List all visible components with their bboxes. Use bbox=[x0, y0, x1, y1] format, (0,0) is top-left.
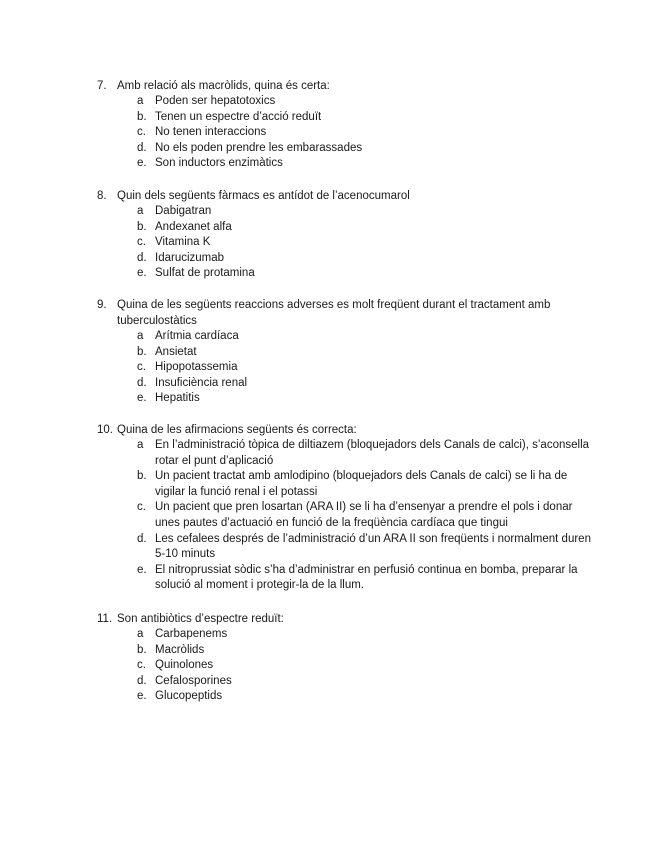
option-text: El nitroprussiat sòdic s’ha d’administrar en perfusió continua en bomba, preparar la solució al moment i protegir-la de la llum. bbox=[155, 563, 578, 592]
option-text: Carbapenems bbox=[155, 628, 228, 640]
question-number: 11. bbox=[97, 613, 113, 625]
question-stem bbox=[97, 297, 597, 329]
question-number: 10. bbox=[97, 424, 113, 436]
option-letter: d. bbox=[137, 532, 147, 545]
option-letter: a bbox=[137, 628, 144, 640]
option-text: Hipopotassemia bbox=[155, 361, 238, 374]
option-e bbox=[97, 266, 597, 282]
option-text: Tenen un espectre d’acció reduït bbox=[155, 110, 322, 123]
option-letter: a bbox=[137, 330, 144, 342]
option-e bbox=[97, 563, 597, 594]
option-text: Macròlids bbox=[155, 643, 205, 656]
option-c bbox=[97, 500, 597, 531]
option-a bbox=[97, 204, 597, 220]
option-letter: e. bbox=[137, 690, 147, 703]
option-a bbox=[97, 329, 597, 345]
question-stem bbox=[97, 422, 597, 438]
option-letter: d. bbox=[137, 674, 147, 687]
question-8 bbox=[97, 188, 597, 282]
option-b bbox=[97, 345, 597, 361]
option-d bbox=[97, 674, 597, 690]
option-d bbox=[97, 376, 597, 392]
question-text: Quina de les afirmacions següents és correcta: bbox=[117, 424, 357, 436]
option-text: Andexanet alfa bbox=[155, 220, 232, 233]
option-d bbox=[97, 141, 597, 157]
option-text: En l’administració tòpica de diltiazem (bloquejadors dels Canals de calci), s’aconsella rotar el punt d’aplicació bbox=[155, 439, 590, 467]
option-letter: c. bbox=[137, 659, 146, 672]
option-text: Vitamina K bbox=[155, 236, 211, 249]
question-stem bbox=[97, 188, 597, 204]
option-text: Poden ser hepatotoxics bbox=[155, 95, 276, 107]
option-list bbox=[97, 204, 597, 282]
option-d bbox=[97, 251, 597, 267]
option-text: Ansietat bbox=[155, 345, 197, 358]
option-text: Arítmia cardíaca bbox=[155, 330, 239, 342]
option-text: Idarucizumab bbox=[155, 251, 225, 264]
option-text: No tenen interaccions bbox=[155, 126, 267, 139]
option-b bbox=[97, 220, 597, 236]
option-letter: b. bbox=[137, 110, 147, 123]
question-10 bbox=[97, 422, 597, 594]
question-number: 8. bbox=[97, 190, 107, 202]
option-letter: e. bbox=[137, 563, 147, 576]
option-text: Dabigatran bbox=[155, 205, 212, 217]
option-letter: d. bbox=[137, 141, 147, 154]
option-letter: c. bbox=[137, 501, 146, 514]
option-text: Insuficiència renal bbox=[155, 376, 248, 389]
question-9 bbox=[97, 297, 597, 407]
option-b bbox=[97, 643, 597, 659]
question-11 bbox=[97, 611, 597, 705]
option-letter: c. bbox=[137, 236, 146, 249]
option-text: Hepatitis bbox=[155, 392, 200, 405]
question-7 bbox=[97, 78, 597, 172]
option-list bbox=[97, 438, 597, 594]
question-text: Amb relació als macròlids, quina és certa: bbox=[117, 80, 330, 92]
question-text: Quin dels següents fàrmacs es antídot de l’acenocumarol bbox=[117, 190, 410, 202]
option-letter: c. bbox=[137, 361, 146, 374]
option-letter: e. bbox=[137, 267, 147, 280]
option-letter: b. bbox=[137, 220, 147, 233]
option-text: Sulfat de protamina bbox=[155, 267, 255, 280]
option-c bbox=[97, 235, 597, 251]
option-b bbox=[97, 469, 597, 500]
question-stem bbox=[97, 611, 597, 627]
option-c bbox=[97, 125, 597, 141]
option-letter: a bbox=[137, 205, 144, 217]
option-b bbox=[97, 110, 597, 126]
option-letter: d. bbox=[137, 376, 147, 389]
option-a bbox=[97, 627, 597, 643]
question-stem bbox=[97, 78, 597, 94]
option-letter: b. bbox=[137, 345, 147, 358]
option-list bbox=[97, 329, 597, 407]
option-letter: e. bbox=[137, 392, 147, 405]
option-letter: c. bbox=[137, 126, 146, 139]
option-text: No els poden prendre les embarassades bbox=[155, 141, 363, 154]
option-c bbox=[97, 658, 597, 674]
option-letter: a bbox=[137, 439, 144, 451]
option-letter: b. bbox=[137, 470, 147, 483]
question-text: Son antibiòtics d’espectre reduït: bbox=[117, 613, 284, 625]
option-a bbox=[97, 438, 597, 469]
option-text: Un pacient tractat amb amlodipino (bloquejadors dels Canals de calci) se li ha de vigilar la funció renal i el potassi bbox=[155, 470, 568, 498]
option-text: Quinolones bbox=[155, 659, 214, 672]
option-letter: a bbox=[137, 95, 144, 107]
option-text: Un pacient que pren losartan (ARA II) se li ha d’ensenyar a prendre el pols i donar unes pautes d’actuació en funció de la freqüència cardíaca que tingui bbox=[155, 501, 573, 529]
option-letter: b. bbox=[137, 643, 147, 656]
option-list bbox=[97, 94, 597, 172]
option-a bbox=[97, 94, 597, 110]
option-text: Glucopeptids bbox=[155, 690, 223, 703]
option-e bbox=[97, 689, 597, 705]
option-text: Son inductors enzimàtics bbox=[155, 157, 283, 170]
option-letter: e. bbox=[137, 157, 147, 170]
question-number: 7. bbox=[97, 80, 107, 92]
question-number: 9. bbox=[97, 299, 107, 311]
option-text: Cefalosporines bbox=[155, 674, 232, 687]
option-e bbox=[97, 391, 597, 407]
option-letter: d. bbox=[137, 251, 147, 264]
option-list bbox=[97, 627, 597, 705]
question-text: Quina de les següents reaccions adverses es molt freqüent durant el tractament amb tuberculostàtics bbox=[117, 299, 551, 327]
option-e bbox=[97, 156, 597, 172]
option-d bbox=[97, 532, 597, 563]
option-text: Les cefalees després de l’administració d’un ARA II son freqüents i normalment duren 5-10 minuts bbox=[155, 532, 591, 561]
option-c bbox=[97, 360, 597, 376]
